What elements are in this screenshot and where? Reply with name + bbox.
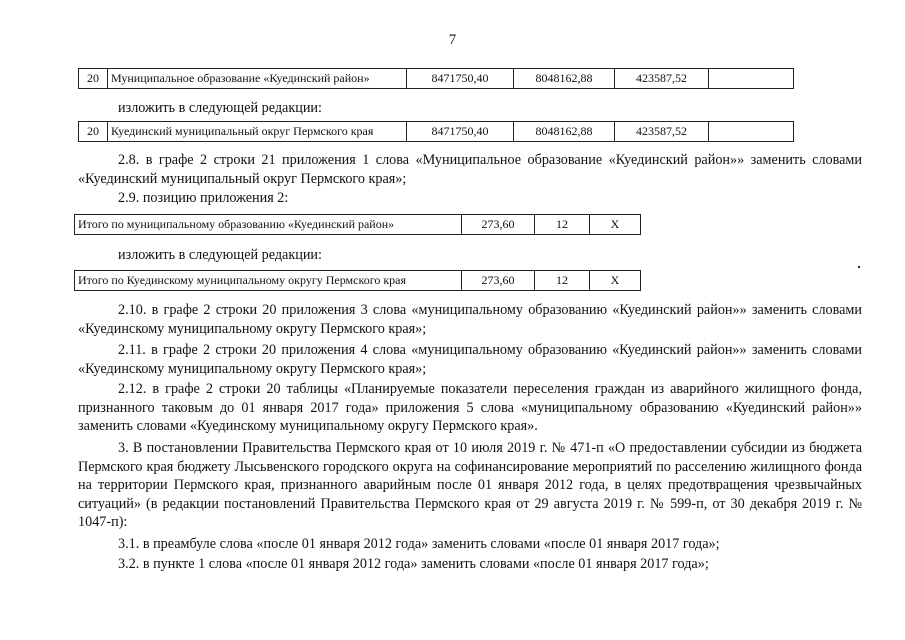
value-cell-1: 8471750,40 <box>407 122 514 142</box>
row-number-cell: 20 <box>79 122 108 142</box>
redaction-text-1: изложить в следующей редакции: <box>118 100 322 116</box>
name-cell: Итого по Куединскому муниципальному округу Пермского края <box>75 271 462 291</box>
table-row-old-mo <box>78 68 794 89</box>
value-cell-2: 12 <box>535 215 590 235</box>
value-cell-2: 8048162,88 <box>514 69 615 89</box>
paragraph-2-9: 2.9. позицию приложения 2: <box>118 190 289 206</box>
value-cell-1: 8471750,40 <box>407 69 514 89</box>
paragraph-3-2: 3.2. в пункте 1 слова «после 01 января 2012 года» заменить словами «после 01 января 2017 года»; <box>118 556 709 572</box>
value-cell-1: 273,60 <box>462 271 535 291</box>
table-row-new-okrug <box>78 121 794 142</box>
value-cell-3: 423587,52 <box>615 69 709 89</box>
row-number-cell: 20 <box>79 69 108 89</box>
paragraph-2-8: 2.8. в графе 2 строки 21 приложения 1 слова «Муниципальное образование «Куединский район»» заменить словами «Куединский муниципальный округ Пермского края»; <box>78 152 862 187</box>
value-cell-3: 423587,52 <box>615 122 709 142</box>
page-number: 7 <box>448 32 457 48</box>
value-cell-4 <box>709 69 794 89</box>
name-cell: Муниципальное образование «Куединский район» <box>108 69 407 89</box>
value-cell-3: Х <box>590 215 641 235</box>
value-cell-1: 273,60 <box>462 215 535 235</box>
redaction-text-2: изложить в следующей редакции: <box>118 247 322 263</box>
table-row-old-total <box>74 214 641 235</box>
value-cell-2: 8048162,88 <box>514 122 615 142</box>
paragraph-3: 3. В постановлении Правительства Пермского края от 10 июля 2019 г. № 471-п «О предоставлении субсидии из бюджета Пермского края бюджету Лысьвенского городского округа на софинансирование мероприятий по расселению жилищного фонда на территории Пермского края, признанного аварийным после 01 января 2012 года, в целях предотвращения чрезвычайных ситуаций» (в редакции постановлений Правительства Пермского края от 29 августа 2019 г. № 599-п, от 30 декабря 2019 г. № 1047-п): <box>78 440 862 530</box>
value-cell-3: Х <box>590 271 641 291</box>
paragraph-2-10: 2.10. в графе 2 строки 20 приложения 3 слова «муниципальному образованию «Куединский район»» заменить словами «Куединскому муниципальному округу Пермского края»; <box>78 302 862 337</box>
scan-speck <box>858 266 860 268</box>
value-cell-2: 12 <box>535 271 590 291</box>
paragraph-3-1: 3.1. в преамбуле слова «после 01 января 2012 года» заменить словами «после 01 января 2017 года»; <box>118 536 720 552</box>
name-cell: Итого по муниципальному образованию «Куединский район» <box>75 215 462 235</box>
paragraph-2-12: 2.12. в графе 2 строки 20 таблицы «Планируемые показатели переселения граждан из аварийного жилищного фонда, признанного таковым до 01 января 2017 года» приложения 5 слова «муниципальному образованию «Куединский район»» заменить словами «Куединскому муниципальному округу Пермского края». <box>78 381 862 434</box>
table-row-new-total <box>74 270 641 291</box>
paragraph-2-11: 2.11. в графе 2 строки 20 приложения 4 слова «муниципальному образованию «Куединский район»» заменить словами «Куединскому муниципальному округу Пермского края»; <box>78 342 862 377</box>
name-cell: Куединский муниципальный округ Пермского края <box>108 122 407 142</box>
value-cell-4 <box>709 122 794 142</box>
